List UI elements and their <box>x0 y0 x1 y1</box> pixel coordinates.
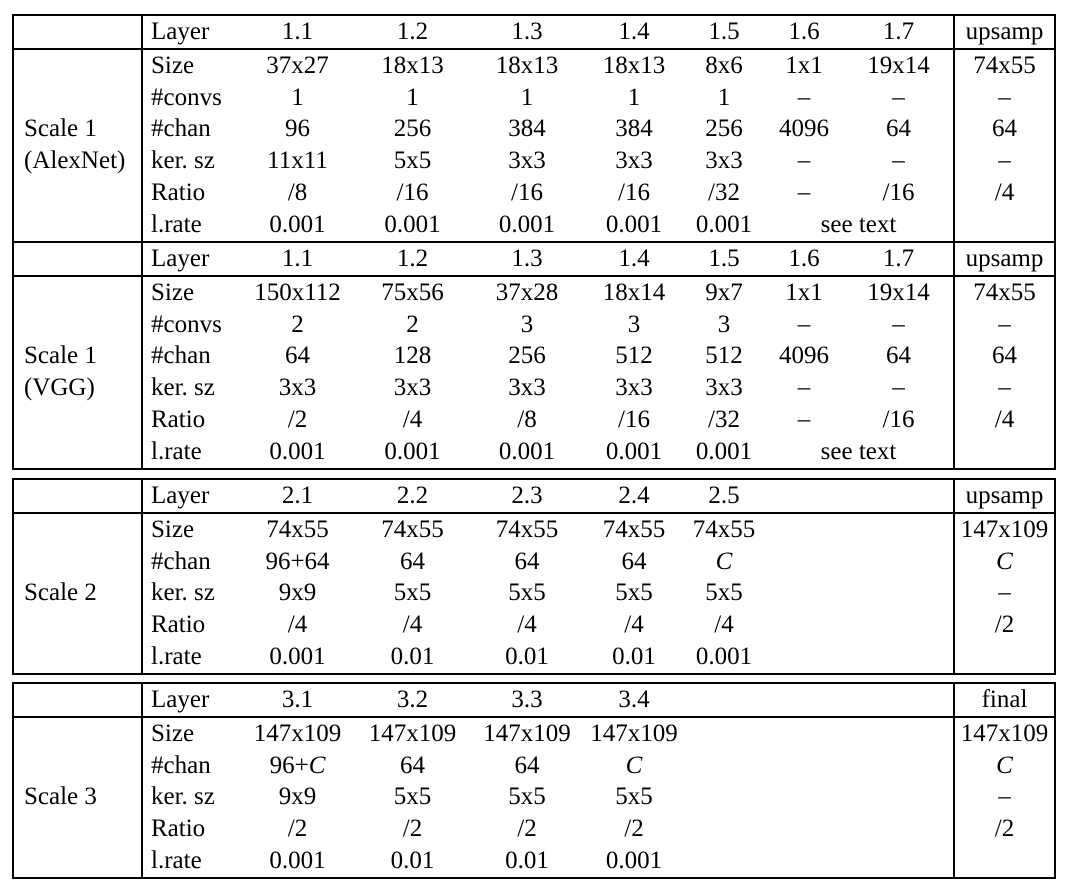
table-cell <box>764 513 844 546</box>
table-cell: 512 <box>705 342 743 370</box>
table-cell: /32 <box>708 405 740 433</box>
table-cell: 0.001 <box>695 642 753 670</box>
table-cell: 3x3 <box>705 374 743 402</box>
table-cell: 4096 <box>779 115 829 143</box>
column-header: final <box>954 684 1054 717</box>
table-cell: /4 <box>402 611 423 639</box>
header-row <box>14 243 1054 276</box>
table-cell: 128 <box>393 342 432 370</box>
table-block-scale2 <box>12 478 1056 675</box>
row-label: ker. sz <box>151 374 215 402</box>
table-cell: 3 <box>717 310 731 338</box>
table-cell <box>764 845 844 877</box>
table-cell: – <box>797 405 811 433</box>
table-cell: 3x3 <box>508 374 546 402</box>
table-cell: 0.001 <box>384 210 441 238</box>
column-header: upsamp <box>954 243 1054 276</box>
table-cell <box>764 813 844 845</box>
column-header: upsamp <box>954 16 1054 49</box>
table-cell: 3x3 <box>705 147 743 175</box>
column-header <box>764 684 844 717</box>
table-cell: – <box>797 147 811 175</box>
table-cell: 74x55 <box>602 515 666 543</box>
header-row <box>14 684 1054 717</box>
table-cell <box>844 781 954 813</box>
table-cell <box>764 609 844 641</box>
table-cell: 1 <box>627 83 641 111</box>
scale-label-line: Scale 3 <box>24 783 97 811</box>
table-cell <box>844 845 954 877</box>
table-cell: 0.01 <box>612 642 656 670</box>
row-label: l.rate <box>151 437 202 465</box>
table-cell: 74x55 <box>495 515 559 543</box>
table-cell: 18x13 <box>495 51 559 79</box>
row-label: #chan <box>151 751 211 779</box>
table-cell: /4 <box>402 405 423 433</box>
table-row <box>14 49 1054 82</box>
table-cell: /4 <box>714 611 734 639</box>
table-cell <box>684 717 764 750</box>
table-cell: 3x3 <box>508 147 546 175</box>
table-row <box>14 641 1054 673</box>
table-cell: 2 <box>406 310 419 338</box>
table-cell: /16 <box>618 405 650 433</box>
table-cell: 74x55 <box>266 515 329 543</box>
table-cell: 9x9 <box>278 783 317 811</box>
row-label: Size <box>151 515 195 543</box>
row-label: #chan <box>151 115 211 143</box>
table-cell: – <box>797 310 811 338</box>
table-row <box>14 113 1054 145</box>
scale-label-line: Scale 2 <box>24 579 97 607</box>
table-cell: /16 <box>396 178 429 206</box>
table-cell: /2 <box>954 609 1054 641</box>
column-header <box>684 684 764 717</box>
scale-label <box>14 513 142 673</box>
table-block-scale3 <box>12 682 1056 879</box>
table-cell <box>844 717 954 750</box>
table-cell: /2 <box>287 815 308 843</box>
row-label: Size <box>151 278 195 306</box>
column-header: 3.2 <box>355 684 470 717</box>
table-cell <box>954 641 1054 673</box>
table-cell: 9x7 <box>705 278 743 306</box>
table-cell <box>764 641 844 673</box>
table-cell: 64 <box>285 342 310 370</box>
column-header: 2.5 <box>684 480 764 513</box>
table-cell: 5x5 <box>508 579 546 607</box>
table-cell <box>764 750 844 782</box>
table-cell: 3x3 <box>615 147 653 175</box>
table-cell: 96+C <box>269 751 326 779</box>
table-row <box>14 577 1054 609</box>
table-cell <box>844 546 954 578</box>
table-cell: 147x109 <box>483 719 571 747</box>
table-cell: 384 <box>508 115 546 143</box>
table-row <box>14 546 1054 578</box>
table-cell <box>844 577 954 609</box>
header-label: Layer <box>142 243 240 276</box>
data-table <box>14 243 1054 468</box>
column-header: 2.4 <box>584 480 684 513</box>
table-cell: 3x3 <box>278 374 317 402</box>
table-cell <box>764 781 844 813</box>
header-label: Layer <box>142 480 240 513</box>
table-row <box>14 309 1054 341</box>
column-header: 1.5 <box>684 16 764 49</box>
table-cell: – <box>954 781 1054 813</box>
table-cell: – <box>797 178 811 206</box>
data-table <box>14 480 1054 673</box>
table-cell <box>844 513 954 546</box>
table-cell: see text <box>820 437 897 465</box>
table-cell: C <box>715 547 733 575</box>
table-cell: – <box>892 310 905 338</box>
table-cell: 147x109 <box>590 719 678 747</box>
table-cell: 5x5 <box>615 783 653 811</box>
table-cell: 1 <box>717 83 731 111</box>
table-row <box>14 750 1054 782</box>
column-header: 1.1 <box>240 243 355 276</box>
table-cell: /8 <box>287 178 308 206</box>
table-cell: – <box>797 374 811 402</box>
table-cell: /16 <box>882 178 915 206</box>
row-label: #chan <box>151 547 211 575</box>
table-row <box>14 372 1054 404</box>
header-empty-cell <box>14 684 142 717</box>
table-cell: 1x1 <box>785 51 823 79</box>
row-label: ker. sz <box>151 579 215 607</box>
table-cell: 147x109 <box>368 719 457 747</box>
row-label: #convs <box>151 83 222 111</box>
table-cell: 256 <box>705 115 743 143</box>
table-cell: 0.01 <box>505 642 549 670</box>
header-empty-cell <box>14 16 142 49</box>
column-header <box>764 480 844 513</box>
header-label: Layer <box>142 16 240 49</box>
table-cell: 37x28 <box>495 278 559 306</box>
column-header: 1.3 <box>470 243 584 276</box>
table-cell <box>764 546 844 578</box>
table-cell <box>684 750 764 782</box>
row-label: Ratio <box>151 611 206 639</box>
table-row <box>14 609 1054 641</box>
table-cell: 74x55 <box>381 515 444 543</box>
table-cell: 384 <box>615 115 653 143</box>
table-cell <box>764 577 844 609</box>
table-cell: 64 <box>400 751 425 779</box>
header-row <box>14 480 1054 513</box>
table-cell: 74x55 <box>692 515 756 543</box>
table-cell: 1 <box>520 83 534 111</box>
table-cell <box>684 813 764 845</box>
scale-label-line: Scale 1 <box>24 115 97 143</box>
table-cell: 0.01 <box>390 642 435 670</box>
row-label: #chan <box>151 342 211 370</box>
header-label: Layer <box>142 684 240 717</box>
table-cell: 147x109 <box>253 719 342 747</box>
header-empty-cell <box>14 243 142 276</box>
column-header: 3.4 <box>584 684 684 717</box>
row-label: l.rate <box>151 642 202 670</box>
table-cell: 11x11 <box>267 147 328 175</box>
table-cell: – <box>797 83 811 111</box>
table-cell: 64 <box>954 340 1054 372</box>
table-cell: 0.001 <box>269 210 326 238</box>
table-cell: /4 <box>517 611 537 639</box>
table-cell: 5x5 <box>615 579 653 607</box>
table-cell: 96 <box>285 115 310 143</box>
table-cell: 37x27 <box>266 51 329 79</box>
table-cell: 256 <box>508 342 546 370</box>
table-cell: – <box>954 145 1054 177</box>
table-cell: – <box>892 83 905 111</box>
table-cell: 3 <box>627 310 641 338</box>
table-row <box>14 813 1054 845</box>
row-label: l.rate <box>151 210 202 238</box>
table-cell: /4 <box>624 611 644 639</box>
column-header: 1.7 <box>844 16 954 49</box>
scale-label-line: (VGG) <box>24 374 95 402</box>
row-label: Ratio <box>151 178 206 206</box>
table-cell: 0.001 <box>605 437 663 465</box>
table-cell: 5x5 <box>705 579 743 607</box>
table-cell: 0.01 <box>505 846 549 874</box>
table-cell: 512 <box>615 342 653 370</box>
table-cell: 5x5 <box>508 783 546 811</box>
table-cell: 150x112 <box>254 278 341 306</box>
table-cell: 64 <box>621 547 647 575</box>
table-cell <box>844 750 954 782</box>
table-cell: 64 <box>886 342 911 370</box>
column-header: 1.3 <box>470 16 584 49</box>
table-cell <box>684 781 764 813</box>
table-cell <box>954 845 1054 877</box>
header-empty-cell <box>14 480 142 513</box>
table-cell: /16 <box>882 405 915 433</box>
table-cell: /4 <box>287 611 308 639</box>
column-header: 1.2 <box>355 243 470 276</box>
table-cell: 3x3 <box>615 374 653 402</box>
table-cell <box>844 609 954 641</box>
table-cell: 18x13 <box>381 51 444 79</box>
table-cell: 5x5 <box>393 783 432 811</box>
table-cell: 3x3 <box>393 374 432 402</box>
table-cell: – <box>954 577 1054 609</box>
table-cell: – <box>954 372 1054 404</box>
column-header: 2.2 <box>355 480 470 513</box>
table-cell: 4096 <box>779 342 829 370</box>
table-row <box>14 177 1054 209</box>
table-cell: – <box>954 82 1054 114</box>
column-header: 1.1 <box>240 16 355 49</box>
table-cell <box>844 641 954 673</box>
table-row <box>14 276 1054 309</box>
table-cell: /32 <box>708 178 740 206</box>
table-cell: /16 <box>511 178 543 206</box>
table-cell: 19x14 <box>867 51 930 79</box>
table-cell: 96+64 <box>265 547 330 575</box>
row-label: #convs <box>151 310 222 338</box>
row-label: Size <box>151 719 195 747</box>
row-label: ker. sz <box>151 147 215 175</box>
table-cell: 1 <box>291 83 304 111</box>
table-cell: C <box>625 751 643 779</box>
table-cell: 1 <box>406 83 419 111</box>
scale-label <box>14 276 142 468</box>
scale-label-line: (AlexNet) <box>24 147 126 175</box>
table-row <box>14 145 1054 177</box>
data-table <box>14 684 1054 877</box>
table-block-scale1-vgg <box>12 241 1056 470</box>
table-cell: /2 <box>517 815 537 843</box>
table-row <box>14 513 1054 546</box>
table-row <box>14 340 1054 372</box>
column-header: 1.5 <box>684 243 764 276</box>
table-cell: 0.001 <box>269 846 326 874</box>
column-header: 1.7 <box>844 243 954 276</box>
column-header <box>844 684 954 717</box>
table-cell: 0.001 <box>695 437 753 465</box>
row-label: l.rate <box>151 846 202 874</box>
table-cell: 147x109 <box>954 717 1054 750</box>
table-cell: 18x14 <box>602 278 666 306</box>
table-cell: 5x5 <box>393 579 432 607</box>
table-cell: 64 <box>954 113 1054 145</box>
table-cell: 0.001 <box>498 437 556 465</box>
row-label: ker. sz <box>151 783 215 811</box>
table-cell: /8 <box>517 405 537 433</box>
table-cell: 64 <box>400 547 425 575</box>
table-cell: 19x14 <box>867 278 930 306</box>
table-cell: 3 <box>520 310 534 338</box>
table-cell <box>764 717 844 750</box>
column-header: 1.6 <box>764 16 844 49</box>
column-header: 2.1 <box>240 480 355 513</box>
table-cell: 0.001 <box>695 210 753 238</box>
data-table <box>14 16 1054 241</box>
table-cell: 2 <box>291 310 304 338</box>
table-cell: 5x5 <box>393 147 432 175</box>
table-cell: 0.01 <box>390 846 435 874</box>
table-cell: 0.001 <box>269 437 326 465</box>
table-row <box>14 436 1054 468</box>
table-cell: /2 <box>287 405 308 433</box>
table-cell: 0.001 <box>498 210 556 238</box>
table-row <box>14 209 1054 241</box>
table-cell: 1x1 <box>785 278 823 306</box>
table-cell: /4 <box>954 404 1054 436</box>
table-cell: 0.001 <box>605 846 663 874</box>
table-cell: 8x6 <box>705 51 743 79</box>
table-cell: 147x109 <box>954 513 1054 546</box>
column-header: 1.4 <box>584 16 684 49</box>
table-cell: /2 <box>624 815 644 843</box>
column-header: 1.6 <box>764 243 844 276</box>
table-cell: – <box>954 309 1054 341</box>
header-row <box>14 16 1054 49</box>
table-cell: 64 <box>514 751 540 779</box>
column-header: 1.2 <box>355 16 470 49</box>
table-row <box>14 781 1054 813</box>
column-header: 1.4 <box>584 243 684 276</box>
table-cell: /16 <box>618 178 650 206</box>
row-label: Ratio <box>151 405 206 433</box>
column-header: 2.3 <box>470 480 584 513</box>
table-cell: 64 <box>886 115 911 143</box>
column-header: 3.3 <box>470 684 584 717</box>
table-block-scale1-alexnet <box>12 14 1056 243</box>
table-cell: 64 <box>514 547 540 575</box>
row-label: Ratio <box>151 815 206 843</box>
table-cell: – <box>892 374 905 402</box>
table-cell: /4 <box>954 177 1054 209</box>
column-header <box>844 480 954 513</box>
table-cell: 9x9 <box>278 579 317 607</box>
table-cell <box>844 813 954 845</box>
table-cell: – <box>892 147 905 175</box>
table-cell: /2 <box>954 813 1054 845</box>
table-cell: C <box>954 750 1054 782</box>
table-row <box>14 845 1054 877</box>
column-header: 3.1 <box>240 684 355 717</box>
table-cell <box>954 209 1054 241</box>
table-row <box>14 82 1054 114</box>
table-cell <box>684 845 764 877</box>
scale-label <box>14 717 142 877</box>
table-cell: /2 <box>402 815 423 843</box>
table-cell: see text <box>820 210 897 238</box>
column-header: upsamp <box>954 480 1054 513</box>
table-cell: 74x55 <box>954 49 1054 82</box>
scale-label-line: Scale 1 <box>24 342 97 370</box>
row-label: Size <box>151 51 195 79</box>
table-row <box>14 404 1054 436</box>
table-cell: 18x13 <box>602 51 666 79</box>
table-cell: 256 <box>393 115 432 143</box>
table-cell: 75x56 <box>381 278 444 306</box>
table-row <box>14 717 1054 750</box>
table-cell: C <box>954 546 1054 578</box>
table-cell <box>954 436 1054 468</box>
table-cell: 0.001 <box>269 642 326 670</box>
table-cell: 0.001 <box>384 437 441 465</box>
table-cell: 74x55 <box>954 276 1054 309</box>
scale-label <box>14 49 142 241</box>
table-cell: 0.001 <box>605 210 663 238</box>
